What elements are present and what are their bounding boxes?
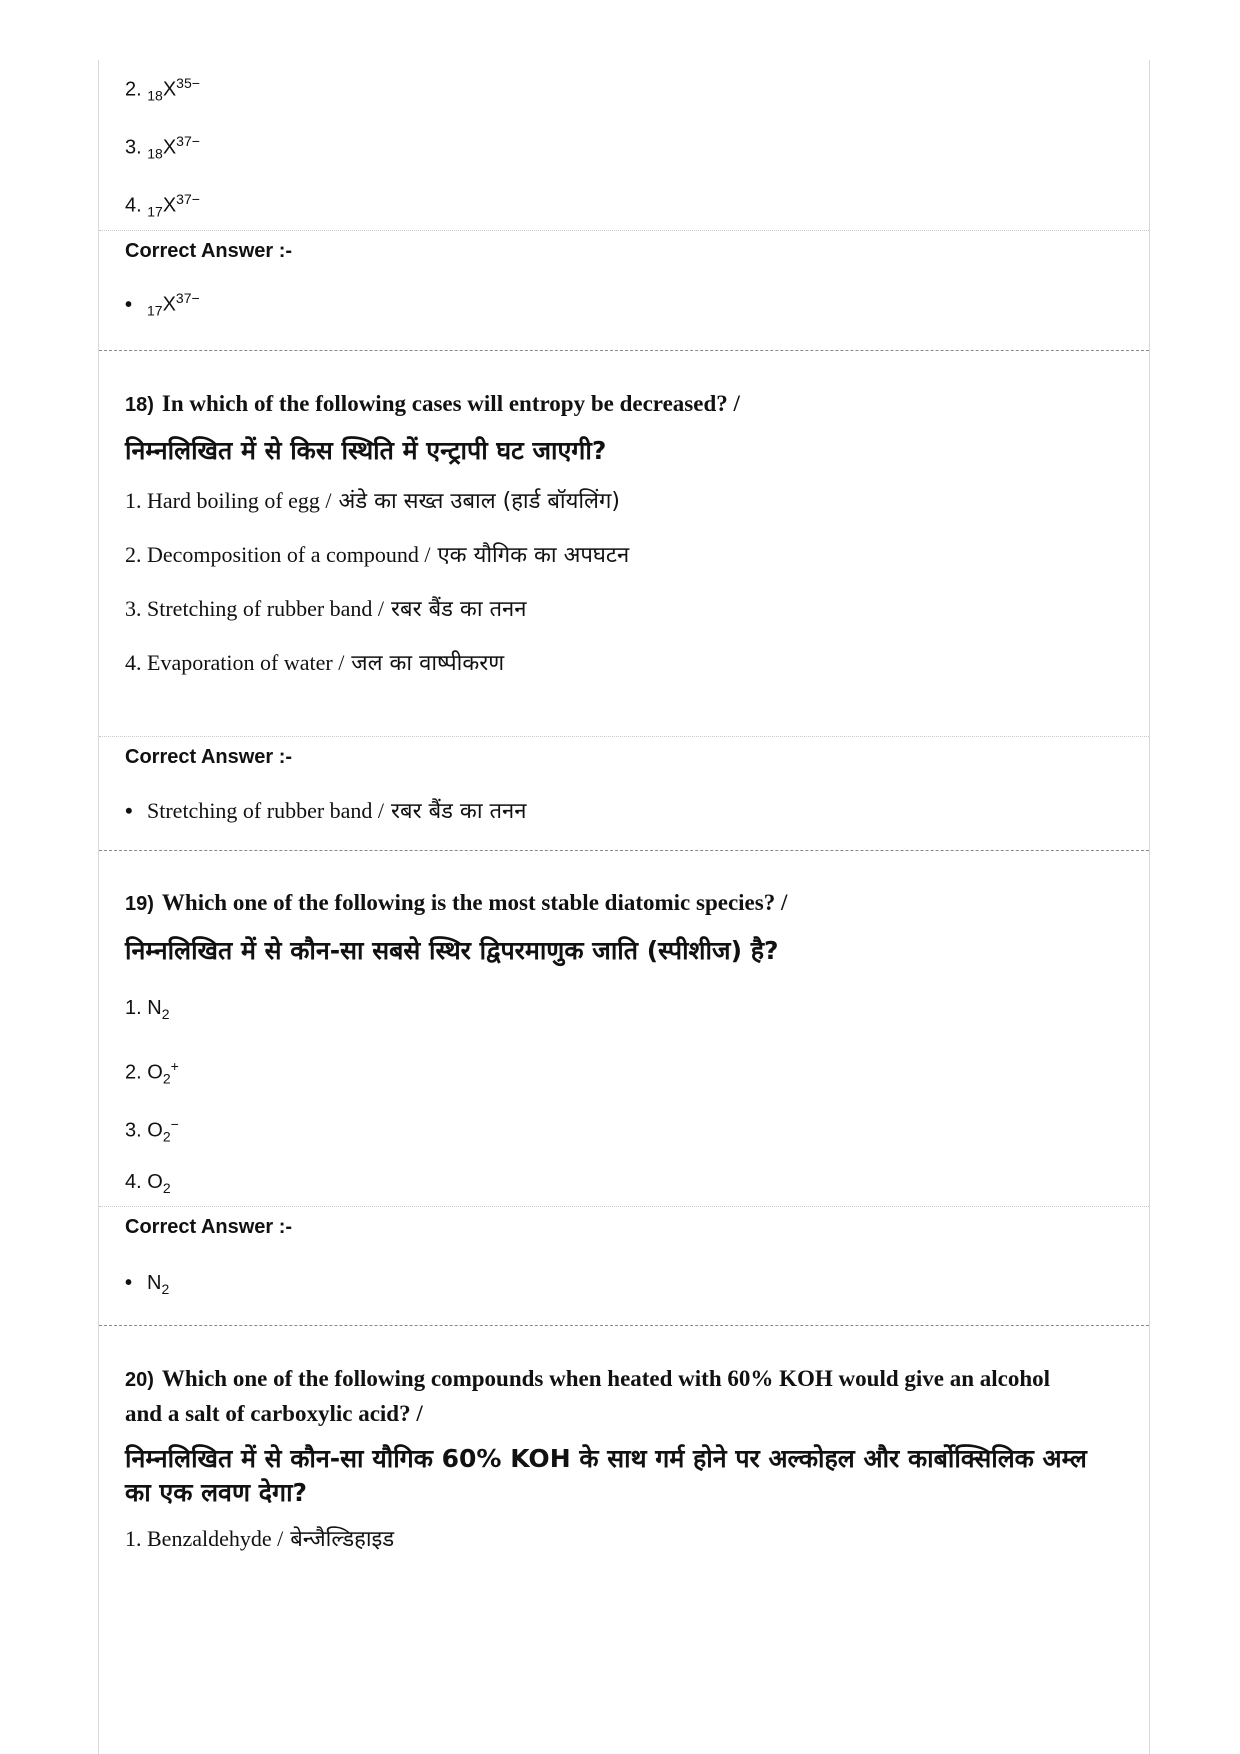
q18-correct-answer: • Stretching of rubber band / रबर बैंड का तनन — [125, 798, 527, 824]
q19-option-3: 3. $O_2^-$ — [125, 1116, 179, 1145]
correct-answer-value: • $_{17}X^{37-}$ — [125, 290, 200, 319]
question-sheet — [98, 60, 1150, 1754]
question-19-hindi: निम्नलिखित में से कौन-सा सबसे स्थिर द्विपरमाणुक जाति (स्पीशीज) है? — [125, 936, 779, 965]
question-20-text: 20) Which one of the following compounds when heated with 60% KOH would give an alcohol and a salt of carboxylic acid? / — [125, 1366, 1051, 1426]
q19-option-2: 2. $O_2^+$ — [125, 1058, 179, 1087]
q18-option-2: 2. Decomposition of a compound / एक यौगिक का अपघटन — [125, 542, 630, 568]
question-separator — [99, 350, 1149, 351]
q19-correct-answer: • $N_2$ — [125, 1272, 170, 1297]
question-18-text: 18) In which of the following cases will entropy be decreased? / — [125, 391, 740, 416]
q20-option-1: 1. Benzaldehyde / बेन्जैल्डिहाइड — [125, 1526, 395, 1552]
divider — [99, 230, 1149, 231]
q18-option-3: 3. Stretching of rubber band / रबर बैंड का तनन — [125, 596, 527, 622]
question-separator — [99, 850, 1149, 851]
divider — [99, 1206, 1149, 1207]
correct-answer-label: Correct Answer :- — [125, 1216, 293, 1238]
question-separator — [99, 1325, 1149, 1326]
correct-answer-label: Correct Answer :- — [125, 240, 293, 262]
q18-option-4: 4. Evaporation of water / जल का वाष्पीकरण — [125, 650, 505, 676]
q19-option-4: 4. $O_2$ — [125, 1171, 171, 1196]
option-3: 3. $_{18}X^{37-}$ — [125, 133, 200, 162]
q19-option-1: 1. $N_2$ — [125, 997, 170, 1022]
q18-option-1: 1. Hard boiling of egg / अंडे का सख्त उबाल (हार्ड बॉयलिंग) — [125, 488, 620, 514]
question-19-text: 19) Which one of the following is the most stable diatomic species? / — [125, 890, 788, 915]
correct-answer-label: Correct Answer :- — [125, 746, 293, 768]
question-18-hindi: निम्नलिखित में से किस स्थिति में एन्ट्रापी घट जाएगी? — [125, 436, 607, 465]
question-20-hindi: निम्नलिखित में से कौन-सा यौगिक 60% KOH के साथ गर्म होने पर अल्कोहल और कार्बोक्सिलिक अम्ल का एक लवण देगा? — [125, 1444, 1087, 1507]
option-4: 4. $_{17}X^{37-}$ — [125, 191, 200, 220]
option-2: 2. $_{18}X^{35-}$ — [125, 75, 200, 104]
divider — [99, 736, 1149, 737]
